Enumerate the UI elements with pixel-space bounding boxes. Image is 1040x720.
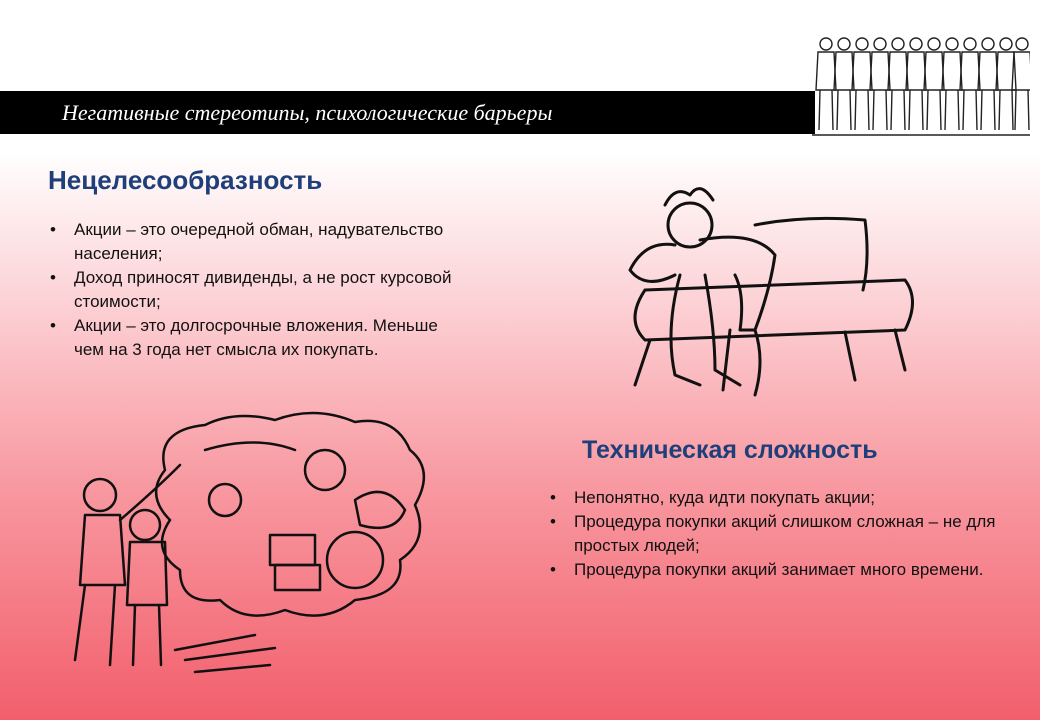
list-item: • Акции – это долгосрочные вложения. Меньше чем на 3 года нет смысла их покупать. bbox=[48, 314, 468, 362]
list-item: • Непонятно, куда идти покупать акции; bbox=[548, 486, 998, 510]
sad-man-on-sofa-illustration bbox=[605, 180, 935, 410]
dreaming-men-illustration bbox=[55, 410, 485, 682]
slide-title: Негативные стереотипы, психологические барьеры bbox=[0, 91, 815, 134]
inexpediency-list bbox=[48, 218, 468, 362]
list-item: • Процедура покупки акций слишком сложная – не для простых людей; bbox=[548, 510, 998, 558]
list-item: • Доход приносят дивиденды, а не рост курсовой стоимости; bbox=[48, 266, 468, 314]
technical-complexity-list bbox=[548, 486, 998, 582]
list-item: • Акции – это очередной обман, надувательство населения; bbox=[48, 218, 468, 266]
crowd-illustration bbox=[812, 30, 1030, 142]
section-heading-inexpediency: Нецелесообразность bbox=[48, 165, 323, 195]
section-heading-technical-complexity: Техническая сложность bbox=[582, 436, 878, 464]
list-item: • Процедура покупки акций занимает много времени. bbox=[548, 558, 998, 582]
